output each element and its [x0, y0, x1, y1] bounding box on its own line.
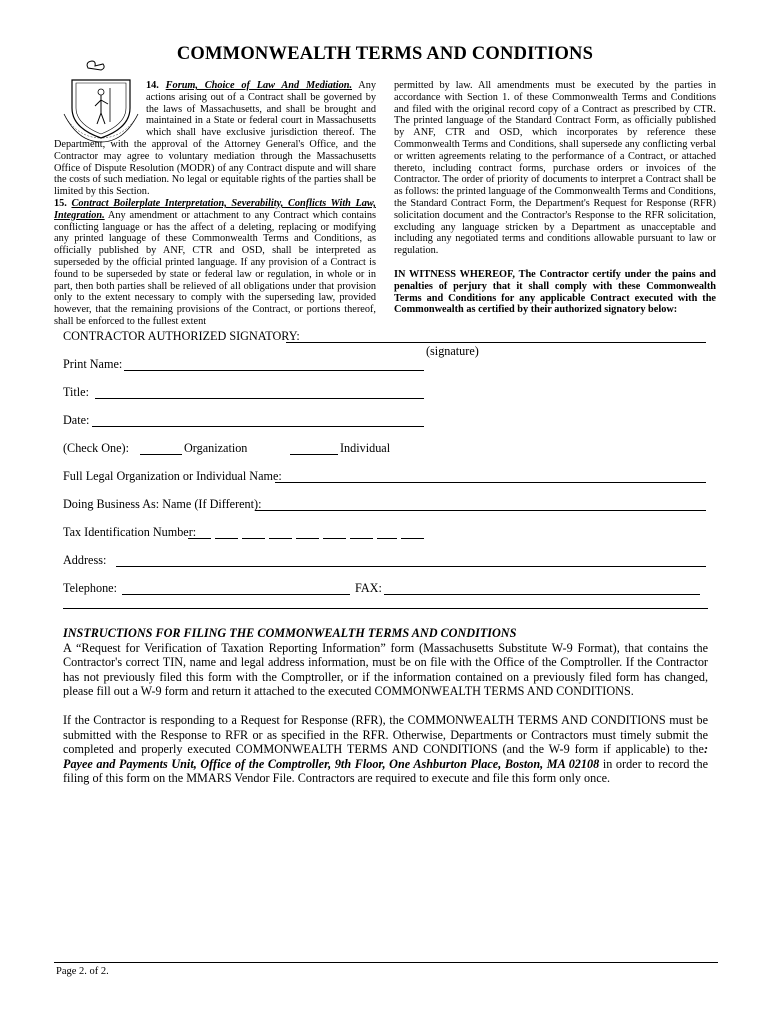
page-number: Page 2. of 2. — [56, 966, 109, 977]
fax-label: FAX: — [355, 581, 382, 595]
address-label: Address: — [63, 553, 107, 567]
terms-left-column — [54, 80, 376, 328]
tin-digit-field[interactable] — [296, 538, 319, 539]
seal-spacer — [54, 80, 146, 138]
continuation-text: permitted by law. All amendments must be executed by the parties in accordance with Section 1. of these Commonwealth Terms and Conditions and filed with the original record copy of a Contract as prescribed by CTR. The printed language of the Standard Contract Form, as officially published by ANF, CTR and OSD, which incorporates by reference these Commonwealth Terms and Conditions, shall supersede any conflicting verbal or written agreements relating to the performance of a Contract, or attached thereto, including contract forms, purchase orders or invoices of the Contractor. The order of priority of documents to interpret a Contract shall be as follows: the printed language of the Commonwealth Terms and Conditions, the Standard Contract Form, the Department's Request for Response (RFR) solicitation document and the Contractor's Response to the RFR solicitation, excluding any language stricken by a Department as unacceptable and including any negotiated terms and conditions allowable pursuant to law or regulation. — [394, 80, 716, 257]
footer-divider — [54, 962, 718, 963]
signature-caption: (signature) — [426, 344, 479, 358]
witness-statement: IN WITNESS WHEREOF, The Contractor certify under the pains and penalties of perjury that it shall comply with these Commonwealth Terms and Conditions for any applicable Contract executed with the Commonwealth as certified by their authorized signatory below: — [394, 268, 716, 316]
signature-field[interactable] — [286, 342, 706, 343]
instructions-heading: INSTRUCTIONS FOR FILING THE COMMONWEALTH TERMS AND CONDITIONS — [63, 626, 517, 640]
legal-name-label: Full Legal Organization or Individual Name: — [63, 469, 282, 483]
telephone-field[interactable] — [122, 594, 350, 595]
instructions-paragraph-1: A “Request for Verification of Taxation Reporting Information” form (Massachusetts Substitute W-9 Format), that contains the Contractor's correct TIN, name and legal address information, must be on file with the Office of the Comptroller. If the Contractor has not previously filed this form with the Comptroller, or if the information contained on a previously filed form has changed, please fill out a W-9 form and return it attached to the executed COMMONWEALTH TERMS AND CONDITIONS. — [63, 640, 708, 699]
dba-label: Doing Business As: Name (If Different): — [63, 497, 262, 511]
section-14-heading: Forum, Choice of Law And Mediation. — [165, 80, 353, 91]
tin-digit-field[interactable] — [242, 538, 265, 539]
section-14-body: Any actions arising out of a Contract shall be governed by the laws of Massachusetts, and shall be brought and maintained in a State or federal court in Massachusetts which shall have exclusive jurisdiction thereof. The Department, with the approval of the Attorney General's Office, and the Contractor may agree to voluntary mediation through the Massachusetts Office of Dispute Resolution (MODR) of any Contract dispute and will share the costs of such mediation. No legal or equitable rights of the parties shall be limited by this Section. — [54, 80, 376, 198]
individual-check-field[interactable] — [290, 454, 338, 455]
signatory-label: CONTRACTOR AUTHORIZED SIGNATORY: — [63, 329, 300, 343]
organization-check-field[interactable] — [140, 454, 182, 455]
dba-field[interactable] — [255, 510, 706, 511]
organization-label: Organization — [184, 441, 248, 455]
tin-digit-field[interactable] — [350, 538, 373, 539]
section-15-number: 15. — [54, 197, 67, 209]
terms-right-column — [394, 80, 716, 316]
instructions-section — [63, 626, 708, 800]
title-field[interactable] — [95, 398, 424, 399]
print-name-label: Print Name: — [63, 357, 123, 371]
print-name-field[interactable] — [124, 370, 424, 371]
page-title: COMMONWEALTH TERMS AND CONDITIONS — [176, 44, 594, 64]
tin-digit-field[interactable] — [401, 538, 424, 539]
tin-label: Tax Identification Number: — [63, 525, 197, 539]
telephone-label: Telephone: — [63, 581, 117, 595]
section-divider — [63, 608, 708, 609]
tin-digit-field[interactable] — [215, 538, 238, 539]
section-15-heading: Contract Boilerplate Interpretation, Severability, Conflicts With Law, Integration. — [54, 197, 376, 221]
instructions-paragraph-2-end: in order to record the filing of this form on the MMARS Vendor File. Contractors are required to execute and file this form only once. — [63, 756, 709, 786]
tin-digit-field[interactable] — [377, 538, 397, 539]
individual-label: Individual — [340, 441, 391, 455]
tin-digit-field[interactable] — [323, 538, 346, 539]
check-one-label: (Check One): — [63, 441, 129, 455]
date-label: Date: — [63, 413, 90, 427]
title-label: Title: — [63, 385, 89, 399]
tin-digit-field[interactable] — [269, 538, 292, 539]
section-15-body: Any amendment or attachment to any Contract which contains conflicting language or has the affect of a deleting, replacing or modifying any printed language of these Commonwealth Terms and Conditions, as officially published by ANF, CTR and OSD, shall be interpreted as superseded by the official printed language. If any provision of a Contract is found to be superseded by state or federal law or regulation, in whole or in part, then both parties shall be relieved of all obligations under that provision only to the extent necessary to comply with the superseding law, provided however, that the remaining provisions of the Contract, or portions thereof, shall be enforced to the fullest extent — [54, 209, 376, 327]
address-field[interactable] — [116, 566, 706, 567]
section-14-number: 14. — [146, 80, 159, 91]
instructions-paragraph-2 — [63, 713, 708, 786]
comptroller-address: : Payee and Payments Unit, Office of the Comptroller, 9th Floor, One Ashburton Place, Boston, MA 02108 — [63, 742, 708, 771]
tin-digit-field[interactable] — [188, 538, 211, 539]
fax-field[interactable] — [384, 594, 700, 595]
date-field[interactable] — [92, 426, 424, 427]
legal-name-field[interactable] — [275, 482, 706, 483]
instructions-paragraph-2-start: If the Contractor is responding to a Request for Response (RFR), the COMMONWEALTH TERMS AND CONDITIONS must be submitted with the Response to RFR or as specified in the RFR. Otherwise, Departments or Contractors must timely submit the completed and properly executed COMMONWEALTH TERMS AND CONDITIONS (and the W-9 form if applicable) to the — [63, 712, 708, 757]
